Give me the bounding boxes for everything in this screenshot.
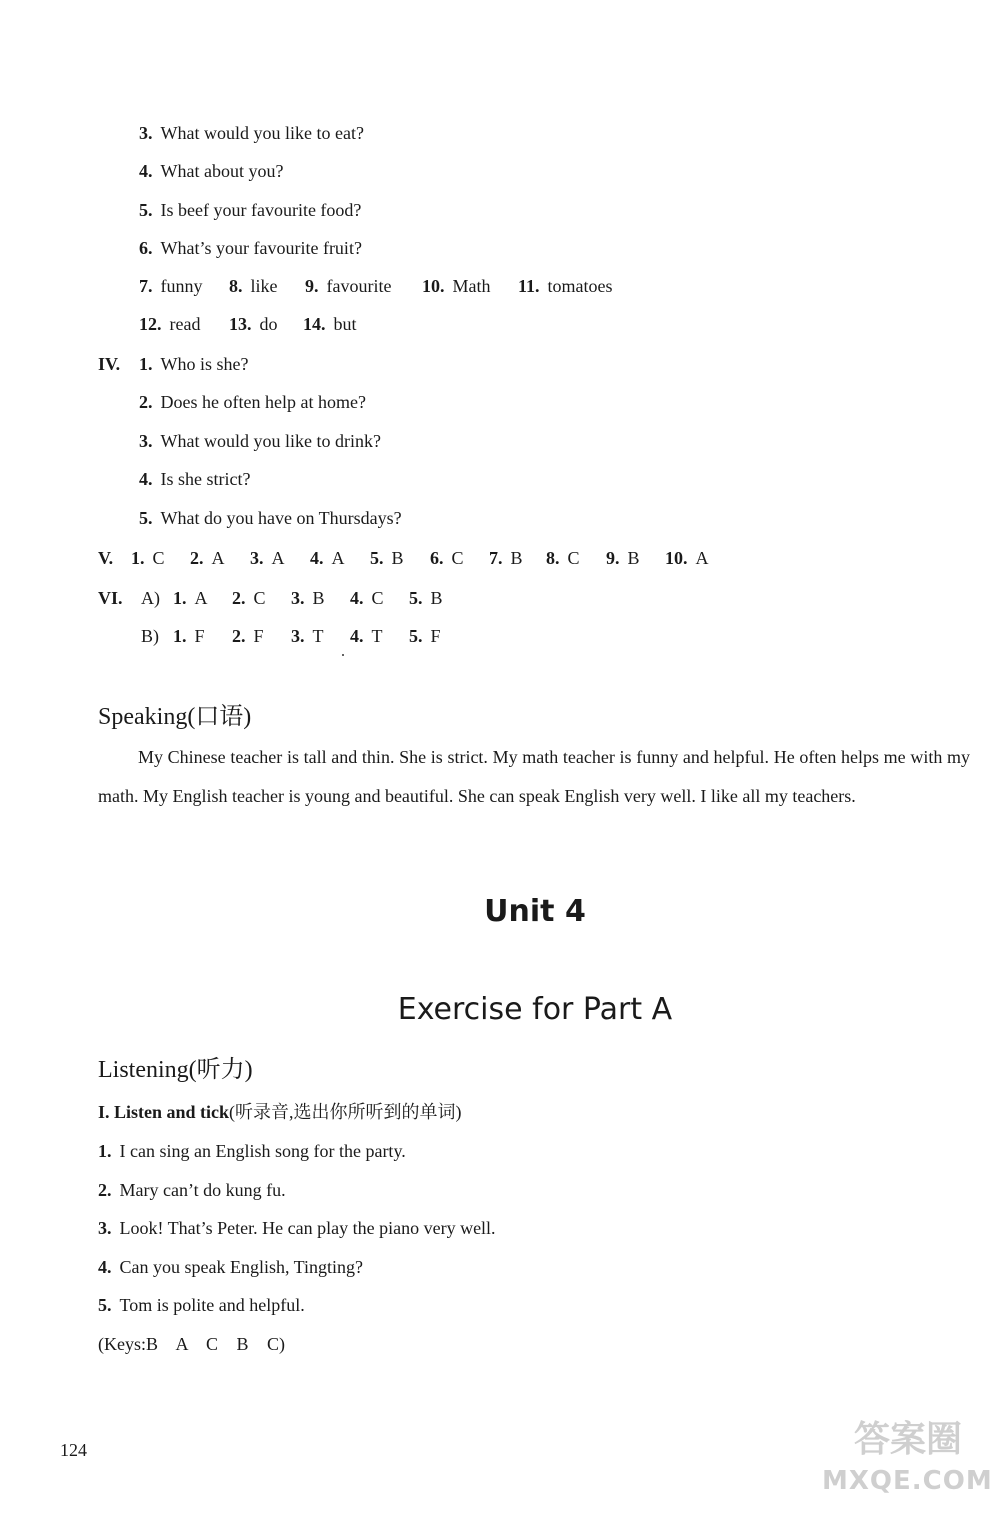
- speaking-heading: Speaking(口语): [98, 704, 252, 730]
- listening-item: 4. Can you speak English, Tingting?: [98, 1257, 364, 1277]
- answer-choice: 4. A: [310, 548, 345, 568]
- answer-row-word: 10. Math: [422, 276, 491, 296]
- answer-choice: 1. C: [131, 548, 165, 568]
- answer-choice: 7. B: [489, 548, 523, 568]
- answer-choice: 5. B: [409, 588, 443, 608]
- answer-choice: 5. F: [409, 626, 441, 646]
- answer-choice: 9. B: [606, 548, 640, 568]
- page-number: 124: [60, 1440, 87, 1460]
- answer-choice: 2. A: [190, 548, 225, 568]
- answer-item: 4. Is she strict?: [139, 469, 251, 489]
- answer-item: 5. Is beef your favourite food?: [139, 200, 362, 220]
- answer-choice: 4. C: [350, 588, 384, 608]
- answer-item: 1. Who is she?: [139, 354, 249, 374]
- answer-item: 2. Does he often help at home?: [139, 392, 366, 412]
- section-label-iv: IV.: [98, 354, 121, 374]
- answer-choice: 8. C: [546, 548, 580, 568]
- part-a-label: A): [141, 588, 160, 608]
- answer-choice: 3. A: [250, 548, 285, 568]
- answer-choice: 2. F: [232, 626, 264, 646]
- exercise-title: Exercise for Part A: [397, 992, 673, 1027]
- section-label-vi: VI.: [98, 588, 123, 608]
- listening-item: 5. Tom is polite and helpful.: [98, 1295, 305, 1315]
- answer-item: 4. What about you?: [139, 161, 284, 181]
- watermark-url: MXQE.COM: [822, 1466, 993, 1496]
- watermark-logo: 答案圈: [853, 1419, 962, 1460]
- answer-choice: 1. F: [173, 626, 205, 646]
- answer-row-word-fill-1: 7. funny: [139, 276, 203, 296]
- listening-item: 1. I can sing an English song for the party.: [98, 1141, 406, 1161]
- answer-item: 3. What would you like to eat?: [139, 123, 364, 143]
- answer-choice: 1. A: [173, 588, 208, 608]
- answer-item: 5. What do you have on Thursdays?: [139, 508, 402, 528]
- unit-title: Unit 4: [484, 894, 586, 929]
- listening-instruction: I. Listen and tick(听录音,选出你所听到的单词): [98, 1102, 462, 1122]
- answer-row-word: 9. favourite: [305, 276, 392, 296]
- answer-choice: 4. T: [350, 626, 383, 646]
- answer-choice: 3. B: [291, 588, 325, 608]
- answer-row-word: 13. do: [229, 314, 278, 334]
- answer-row-word: 14. but: [303, 314, 357, 334]
- answer-choice: 2. C: [232, 588, 266, 608]
- section-label-v: V.: [98, 548, 114, 568]
- answer-row-word: 8. like: [229, 276, 278, 296]
- listening-item: 2. Mary can’t do kung fu.: [98, 1180, 286, 1200]
- print-speck: [342, 654, 344, 656]
- answer-row-word-fill-2: 12. read: [139, 314, 201, 334]
- answer-choice: 3. T: [291, 626, 324, 646]
- listening-keys: (Keys:B A C B C): [98, 1334, 286, 1354]
- answer-choice: 5. B: [370, 548, 404, 568]
- part-b-label: B): [141, 626, 159, 646]
- answer-row-word: 11. tomatoes: [518, 276, 613, 296]
- listening-heading: Listening(听力): [98, 1057, 253, 1083]
- speaking-paragraph: My Chinese teacher is tall and thin. She is strict. My math teacher is funny and helpful. He often helps me with my math. My English teacher is young and beautiful. She can speak English very well. I like all my teachers.: [98, 747, 970, 806]
- answer-item: 6. What’s your favourite fruit?: [139, 238, 362, 258]
- listening-item: 3. Look! That’s Peter. He can play the piano very well.: [98, 1218, 496, 1238]
- answer-choice: 6. C: [430, 548, 464, 568]
- answer-choice: 10. A: [665, 548, 709, 568]
- answer-item: 3. What would you like to drink?: [139, 431, 381, 451]
